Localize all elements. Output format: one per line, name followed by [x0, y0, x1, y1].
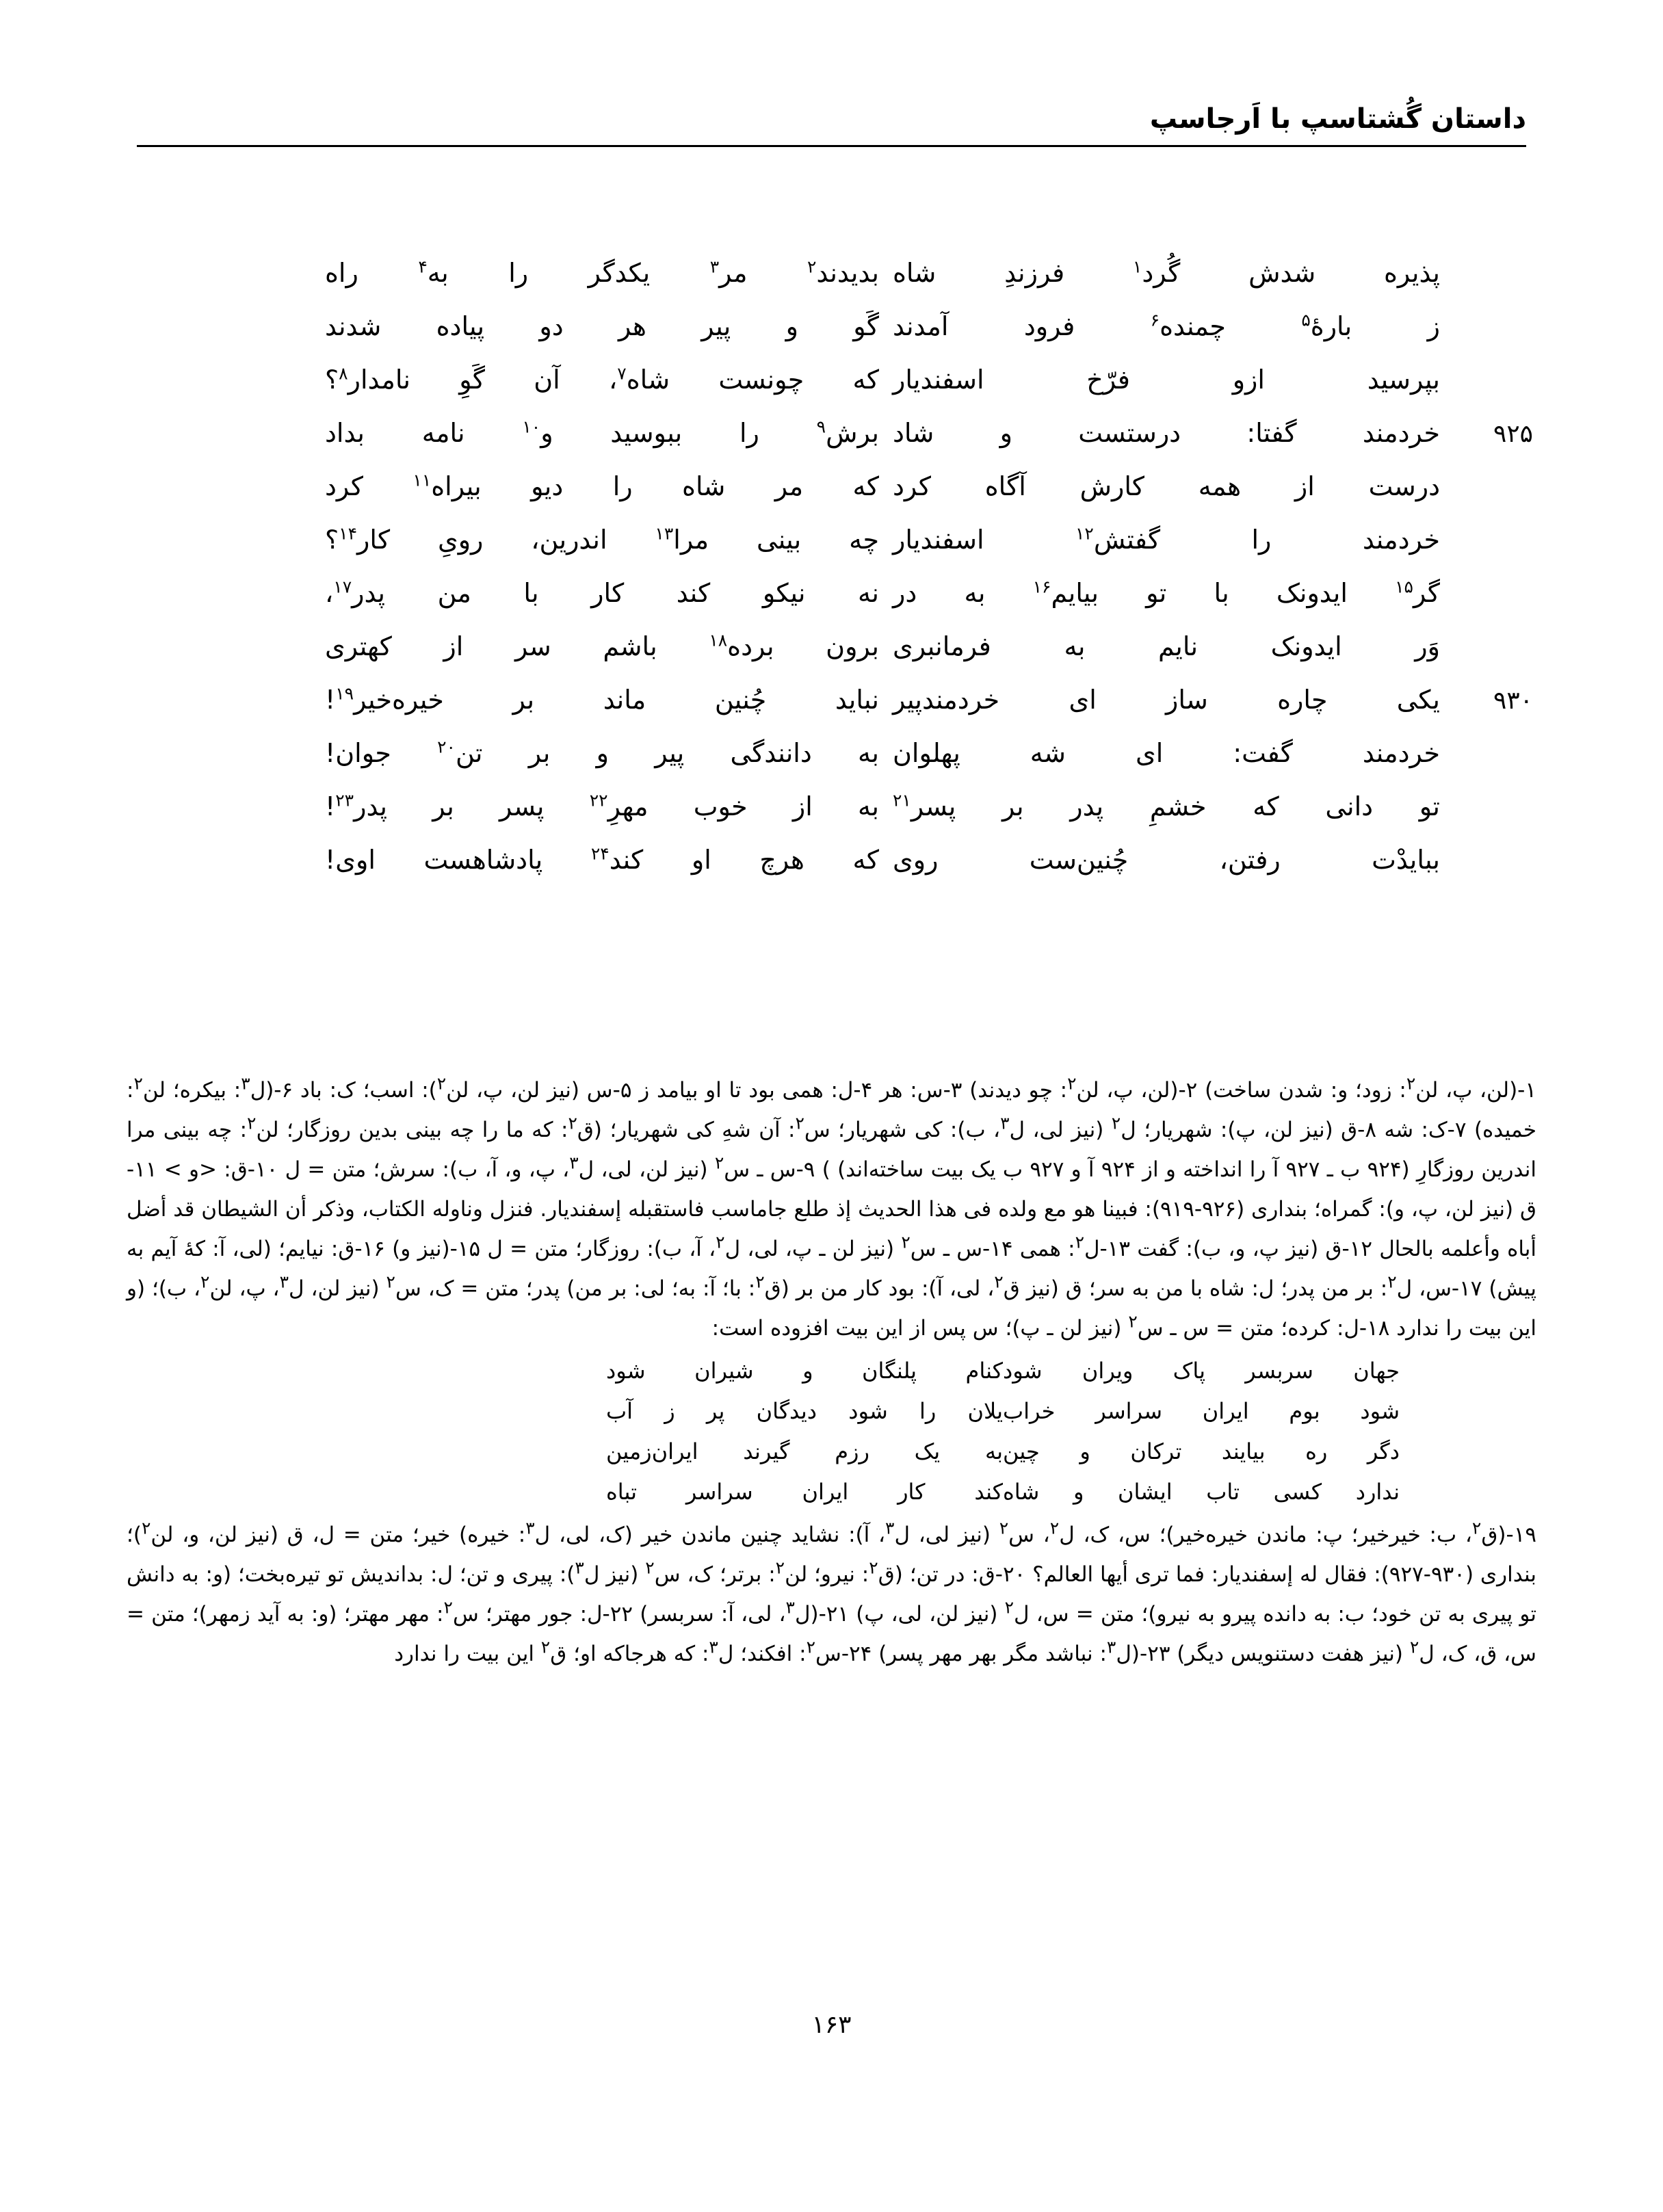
page-header — [137, 103, 1526, 178]
hemistich-right: ببایدْت رفتن، چُنین‌ست روی — [893, 845, 1440, 875]
verse-number: ۹۲۵ — [1493, 420, 1533, 448]
verse-line — [130, 577, 1533, 633]
hemistich-left: که چونست شاه$^۷$، آن گَوِ نامدار$^۸$؟ — [325, 363, 879, 395]
inset-hemistich-right: دگر ره بیایند ترکان و چین — [1003, 1438, 1400, 1464]
hemistich-left: گَو و پیر هر دو پیاده شدند — [325, 311, 879, 341]
hemistich-right: خردمند گفتا: درستست و شاد — [893, 418, 1440, 448]
verse-line — [130, 417, 1533, 473]
hemistich-left: به دانندگی پیر و بر تن$^{۲۰}$ جوان! — [325, 737, 879, 768]
hemistich-right: درست از همه کارش آگاه کرد — [893, 471, 1440, 501]
hemistich-right: تو دانی که خشمِ پدر بر پسر$^{۲۱}$ — [893, 790, 1440, 821]
page-number: ۱۶۳ — [811, 2011, 852, 2039]
verse-block — [130, 256, 1533, 900]
inset-hemistich-right: جهان سربسر پاک ویران شود — [1003, 1358, 1400, 1384]
verse-line — [130, 256, 1533, 313]
inset-verse-line — [127, 1391, 1536, 1432]
hemistich-left: نه نیکو کند کار با من پدر$^{۱۷}$، — [325, 577, 879, 608]
verse-line — [130, 790, 1533, 847]
inset-hemistich-left: یلان را شود دیدگان پر ز آب — [606, 1398, 1003, 1424]
verse-line — [130, 363, 1533, 420]
hemistich-right: یکی چاره ساز ای خردمندپیر — [893, 685, 1440, 715]
hemistich-right: بپرسید ازو فرّخ اسفندیار — [893, 365, 1440, 395]
verse-line — [130, 737, 1533, 793]
hemistich-left: بدیدند$^۲$ مر$^۳$ یکدگر را به$^۴$ راه — [325, 256, 879, 288]
inset-verse-line — [127, 1351, 1536, 1391]
apparatus-part-two: ۱۹-(ق$^۲$، ب: خیرخیر؛ پ: ماندن خیره‌خیر)؛ س، ک، ل$^۲$، س$^۲$ (نیز لی، ل$^۳$، آ): نشاید چنین ماندن خیر (ک، لی، ل$^۳$: خیره) خیر؛ متن = ل، ق (نیز لن، و، لن$^۲$)؛ بنداری (۹۳۰-۹۲۷): فقال له إسفندیار: فما تری أیها العالم؟ ۲۰-ق: در تن؛ (ق$^۲$: نیرو؛ لن$^۲$: برتر؛ ک، س$^۲$ (نیز ل$^۳$): پیری و تن؛ ل: بداندیش تو تیره‌بخت؛ (و: به دانش تو پیری به تن خود؛ ب: به دانده پیرو به نیرو)؛ متن = س، ل$^۲$ (نیز لن، لی، پ) ۲۱-(ل$^۳$، لی، آ: سربسر) ۲۲-ل: جور مهتر؛ س$^۲$: مهر مهتر؛ (و: به آید زمهر)؛ متن = س، ق، ک، ل$^۲$ (نیز هفت دستنویس دیگر) ۲۳-(ل$^۳$: نباشد مگر بهر مهر پسر) ۲۴-س$^۲$: افکند؛ ل$^۳$: که هرجاکه او؛ ق$^۲$ این بیت را ندارد — [127, 1518, 1537, 1666]
critical-apparatus — [127, 1070, 1536, 1674]
verse-line — [130, 310, 1533, 367]
hemistich-right: خردمند را گفتش$^{۱۲}$ اسفندیار — [893, 523, 1440, 555]
hemistich-left: برون برده$^{۱۸}$ باشم سر از کهتری — [325, 630, 879, 661]
verse-line — [130, 683, 1533, 740]
verse-number: ۹۳۰ — [1493, 687, 1533, 715]
hemistich-left: که مر شاه را دیو بیراه$^{۱۱}$ کرد — [325, 470, 879, 501]
verse-line — [130, 523, 1533, 580]
inset-verse-line — [127, 1472, 1536, 1512]
verse-line — [130, 470, 1533, 527]
hemistich-left: نباید چُنین ماند بر خیره‌خیر$^{۱۹}$! — [325, 683, 879, 715]
verse-line — [130, 630, 1533, 687]
inset-verse-block — [127, 1351, 1536, 1512]
inset-hemistich-left: به یک رزم گیرند ایران‌زمین — [606, 1438, 1003, 1464]
verse-line — [130, 843, 1533, 900]
inset-hemistich-right: ندارد کسی تاب ایشان و شاه — [1003, 1479, 1400, 1505]
hemistich-right: ز بارهٔ$^۵$ چمنده$^۶$ فرود آمدند — [893, 310, 1440, 341]
hemistich-left: برش$^۹$ را ببوسید و$^{۱۰}$ نامه بداد — [325, 417, 879, 448]
hemistich-right: وَر ایدونک نایم به فرمانبری — [893, 631, 1440, 661]
hemistich-left: چه بینی مرا$^{۱۳}$ اندرین، رویِ کار$^{۱۴}$؟ — [325, 523, 879, 555]
hemistich-right: پذیره شدش گُرد$^۱$ فرزندِ شاه — [893, 256, 1440, 288]
running-title: داستان گُشتاسپ با اَرجاسپ — [1149, 103, 1526, 135]
hemistich-right: گر$^{۱۵}$ ایدونک با تو بیایم$^{۱۶}$ به در — [893, 577, 1440, 608]
apparatus-part-one: ۱-(لن، پ، لن$^۲$: زود؛ و: شدن ساخت) ۲-(لن، پ، لن$^۲$: چو دیدند) ۳-س: هر ۴-ل: همی بود تا او بیامد ز ۵-س (نیز لن، پ، لن$^۲$): اسب؛ ک: باد ۶-(ل$^۳$: بیکره؛ لن$^۲$: خمیده) ۷-ک: شه ۸-ق (نیز لن، پ): شهریار؛ ل$^۲$ (نیز لی، ل$^۳$، ب): کی شهریار؛ س$^۲$: آن شهِ کی شهریار؛ (ق$^۲$: که ما را چه بینی بدین روزگار؛ لن$^۲$: چه بینی مرا اندرین روزگارِ (۹۲۴ ب ـ ۹۲۷ آ را انداخته و از ۹۲۴ آ و ۹۲۷ ب یک بیت ساخته‌اند) ) ۹-س ـ س$^۲$ (نیز لن، لی، ل$^۳$، پ، و، آ، ب): سرش؛ متن = ل ۱۰-ق: <و > ۱۱-ق (نیز لن، پ، و): گمراه؛ بنداری (۹۲۶-۹۱۹): فبینا هو مع ولده فی هذا الحدیث إذ طلع جاماسب فاستقبله إسفندیار. فنزل وناوله الکتاب، وذکر أن الشیطان قد أضل أباه وأعلمه بالحال ۱۲-ق (نیز پ، و، ب): گفت ۱۳-ل$^۲$: همی ۱۴-س ـ س$^۲$ (نیز لن ـ پ، لی، ل$^۲$، آ، ب): روزگار؛ متن = ل ۱۵-(نیز و) ۱۶-ق: نیایم؛ (لی، آ: کهٔ آیم به پیش) ۱۷-س، ل$^۲$: بر من پدر؛ ل: شاه با من به سر؛ ق (نیز ق$^۲$، لی، آ): بود کار من بر (ق$^۲$: با؛ آ: به؛ لی: بر من) پدر؛ متن = ک، س$^۲$ (نیز لن، ل$^۳$، پ، لن$^۲$، ب)؛ (و این بیت را ندارد ۱۸-ل: کرده؛ متن = س ـ س$^۲$ (نیز لن ـ پ)؛ س پس از این بیت افزوده است: — [127, 1073, 1537, 1341]
header-rule — [137, 145, 1526, 147]
inset-hemistich-left: کند کار ایران سراسر تباه — [606, 1479, 1003, 1505]
inset-hemistich-right: شود بوم ایران سراسر خراب — [1003, 1398, 1400, 1424]
hemistich-left: که هرچ او کند$^{۲۴}$ پادشاهست اوی! — [325, 843, 879, 875]
inset-hemistich-left: کنام پلنگان و شیران شود — [606, 1358, 1003, 1384]
hemistich-right: خردمند گفت: ای شه پهلوان — [893, 738, 1440, 768]
hemistich-left: به از خوب مهرِ$^{۲۲}$ پسر بر پدر$^{۲۳}$! — [325, 790, 879, 821]
inset-verse-line — [127, 1432, 1536, 1472]
